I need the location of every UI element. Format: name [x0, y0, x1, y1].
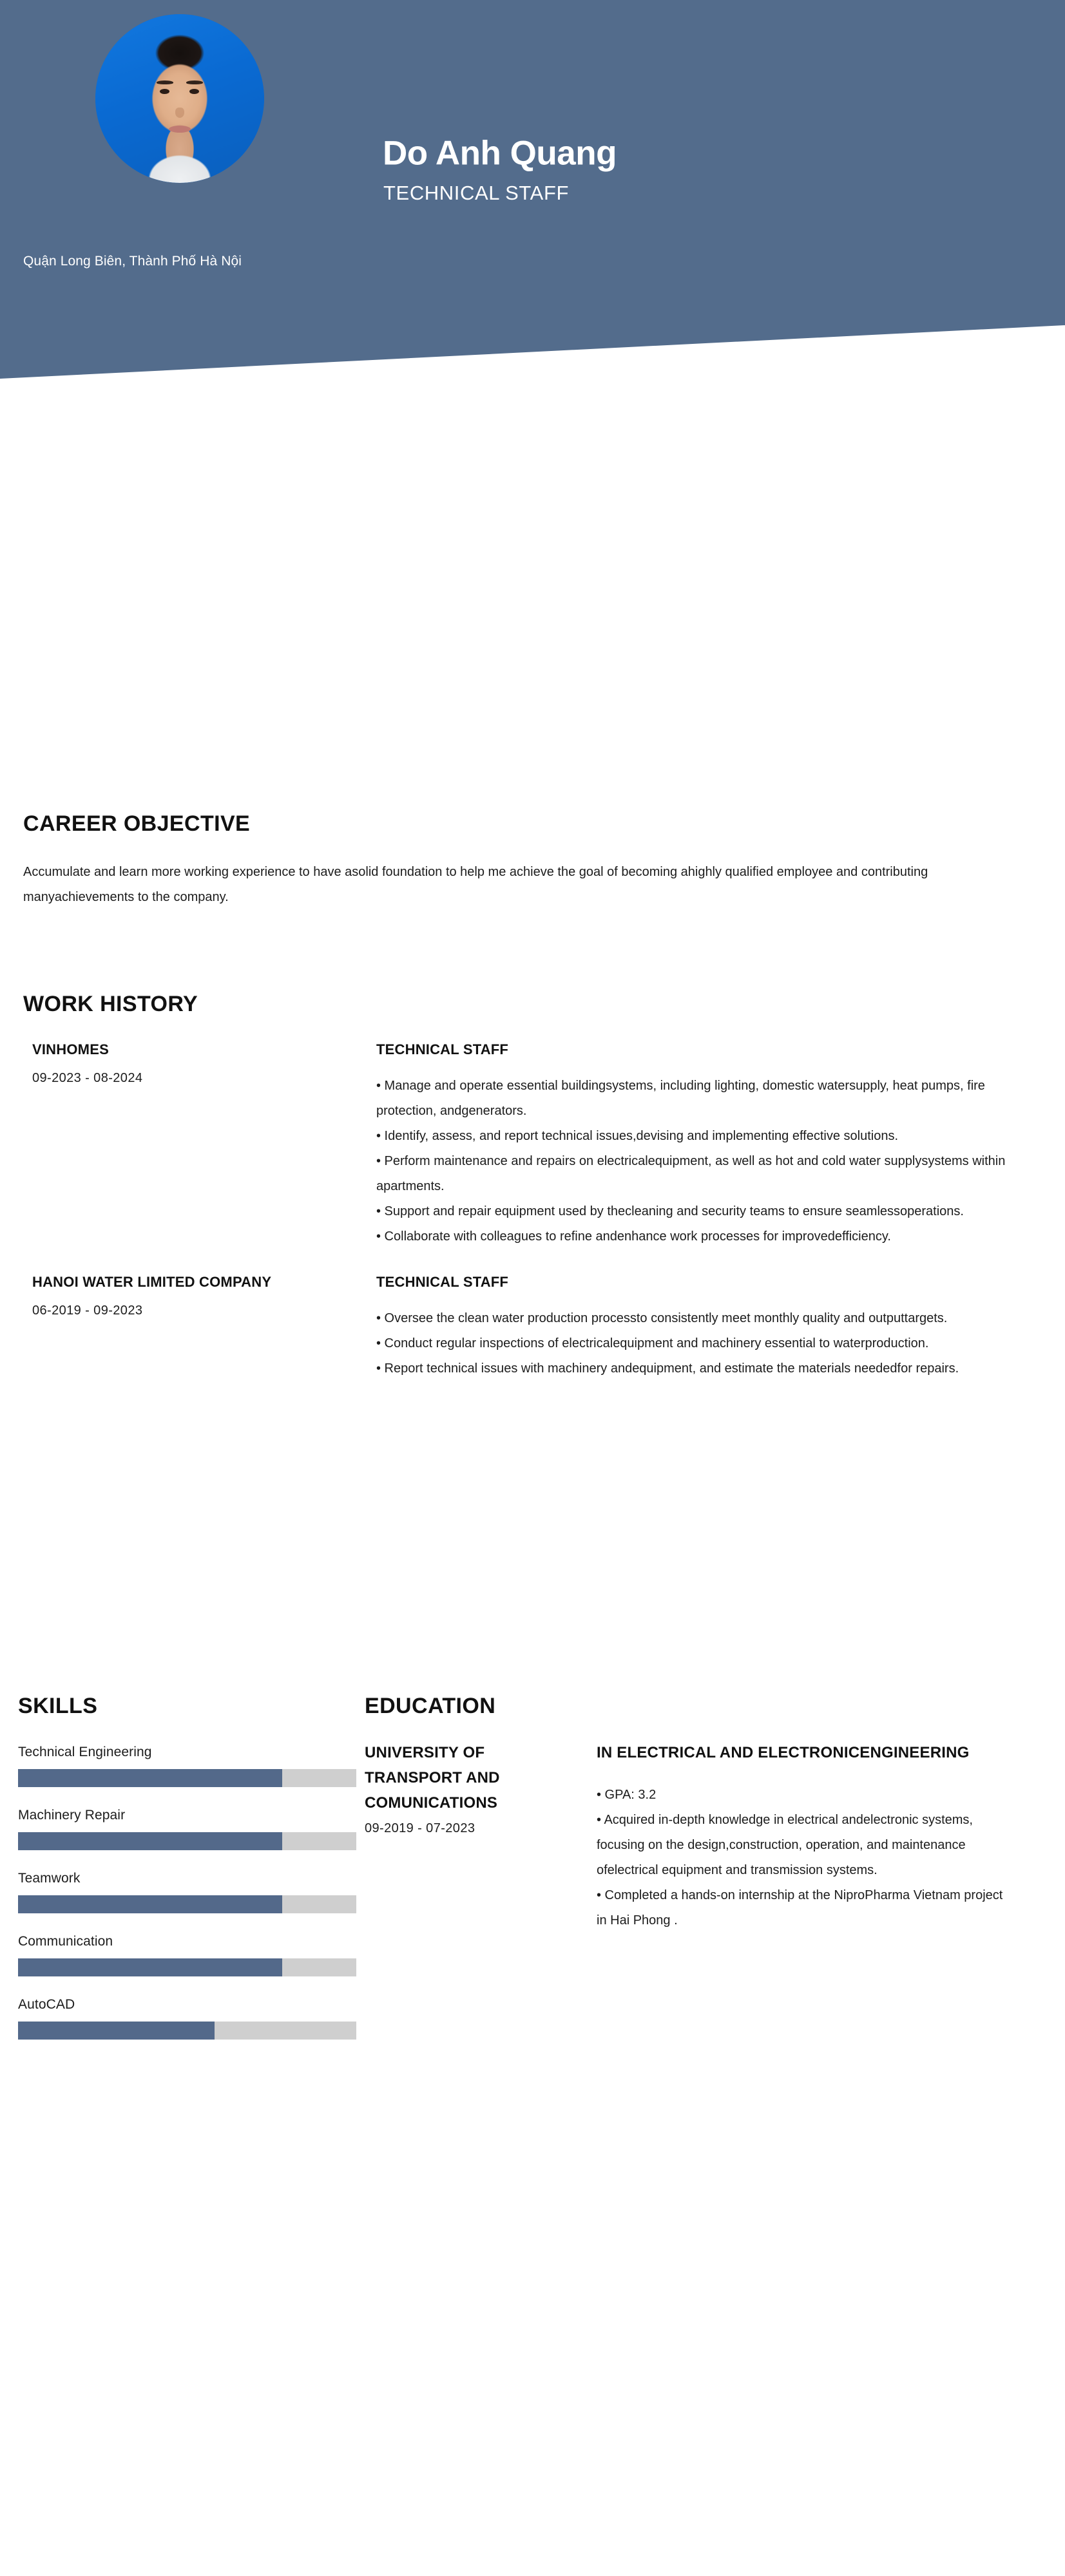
- work-entry-bullet: • Identify, assess, and report technical issues,devising and implementing effective solutions.: [376, 1129, 899, 1143]
- work-history-heading: WORK HISTORY: [23, 992, 198, 1016]
- skill-label: AutoCAD: [18, 1997, 75, 2012]
- education-bullet: • Acquired in-depth knowledge in electrical andelectronic systems, focusing on the design,construction, operation, and maintenance ofelectrical equipment and transmission systems.: [597, 1812, 973, 1877]
- skill-progress-track: [18, 1895, 356, 1913]
- candidate-job-title: TECHNICAL STAFF: [383, 182, 570, 204]
- work-entry-meta: [23, 1274, 371, 1318]
- skill-item: [18, 1745, 366, 1787]
- education-dates: 09-2019 - 07-2023: [365, 1821, 475, 1835]
- avatar-photo: [95, 14, 264, 183]
- skill-progress-track: [18, 1832, 356, 1850]
- avatar-nose: [175, 108, 184, 118]
- skill-item: [18, 1808, 366, 1850]
- education-bullet: • GPA: 3.2: [597, 1787, 657, 1802]
- work-entry-bullet: • Oversee the clean water production processto consistently meet monthly quality and outputtargets.: [376, 1311, 948, 1325]
- skill-progress-track: [18, 1769, 356, 1787]
- career-objective-heading: CAREER OBJECTIVE: [23, 811, 251, 836]
- work-entry-dates: 09-2023 - 08-2024: [32, 1071, 143, 1085]
- education-degree: IN ELECTRICAL AND ELECTRONICENGINEERING: [597, 1744, 970, 1761]
- career-objective-text: Accumulate and learn more working experience to have asolid foundation to help me achieve the goal of becoming ahighly qualified employee and contributing manyachievements to the company.: [23, 865, 928, 904]
- skill-label: Communication: [18, 1934, 113, 1949]
- work-entry-bullet: • Perform maintenance and repairs on electricalequipment, as well as hot and cold water supplysystems within apartments.: [376, 1154, 1006, 1193]
- work-entry-bullet: • Conduct regular inspections of electricalequipment and machinery essential to waterproduction.: [376, 1336, 929, 1350]
- section-education: [365, 1694, 1048, 1933]
- work-history-entry: [23, 1274, 1041, 1381]
- skills-list: [18, 1745, 366, 2040]
- skill-progress-fill: [18, 1895, 282, 1913]
- education-entry-detail: [597, 1741, 1048, 1933]
- avatar-mouth: [169, 126, 191, 133]
- avatar: [95, 14, 264, 183]
- work-history-entry: [23, 1041, 1041, 1249]
- work-entry-bullet: • Manage and operate essential buildingsystems, including lighting, domestic watersupply, heat pumps, fire protection, andgenerators.: [376, 1079, 985, 1118]
- skill-progress-track: [18, 1958, 356, 1976]
- skill-item: [18, 1934, 366, 1976]
- work-entry-bullet: • Report technical issues with machinery andequipment, and estimate the materials neededfor repairs.: [376, 1361, 959, 1376]
- avatar-eyebrow-right: [186, 80, 203, 84]
- section-skills: [18, 1694, 366, 2060]
- work-entry-meta: [23, 1041, 371, 1086]
- avatar-eyebrow-left: [157, 80, 173, 84]
- skill-progress-fill: [18, 1958, 282, 1976]
- education-bullet: • Completed a hands-on internship at the NiproPharma Vietnam project in Hai Phong .: [597, 1888, 1003, 1927]
- section-work-history: [23, 992, 1041, 1381]
- work-entry-bullets: [376, 1074, 1040, 1249]
- section-career-objective: [23, 811, 1041, 910]
- avatar-eye-left: [160, 89, 169, 94]
- skill-item: [18, 1871, 366, 1913]
- work-entry-bullet: • Support and repair equipment used by thecleaning and security teams to ensure seamlessoperations.: [376, 1204, 964, 1218]
- work-entry-dates: 06-2019 - 09-2023: [32, 1303, 143, 1318]
- work-entry-company: HANOI WATER LIMITED COMPANY: [32, 1274, 272, 1290]
- candidate-address: Quận Long Biên, Thành Phố Hà Nội: [23, 254, 242, 269]
- work-entry-role: TECHNICAL STAFF: [376, 1274, 509, 1290]
- skill-progress-fill: [18, 1769, 282, 1787]
- education-bullets: [597, 1783, 1009, 1933]
- education-heading: EDUCATION: [365, 1694, 496, 1718]
- avatar-eye-right: [189, 89, 199, 94]
- skills-heading: SKILLS: [18, 1694, 98, 1718]
- work-entry-role: TECHNICAL STAFF: [376, 1041, 509, 1057]
- skill-progress-fill: [18, 1832, 282, 1850]
- work-entry-bullet: • Collaborate with colleagues to refine andenhance work processes for improvedefficiency.: [376, 1229, 891, 1244]
- education-entry: [365, 1741, 1048, 1933]
- skill-label: Machinery Repair: [18, 1808, 126, 1823]
- skill-progress-track: [18, 2022, 356, 2040]
- resume-header: [0, 0, 1065, 386]
- education-school: UNIVERSITY OF TRANSPORT AND COMUNICATIONS: [365, 1744, 500, 1812]
- skill-item: [18, 1997, 366, 2040]
- work-entry-bullets: [376, 1306, 1040, 1381]
- skill-label: Technical Engineering: [18, 1745, 152, 1759]
- skill-progress-fill: [18, 2022, 215, 2040]
- work-entry-company: VINHOMES: [32, 1041, 109, 1057]
- candidate-name: Do Anh Quang: [383, 134, 617, 173]
- skill-label: Teamwork: [18, 1871, 81, 1886]
- work-entry-detail: [371, 1041, 1041, 1249]
- education-entry-meta: [365, 1741, 597, 1836]
- work-entry-detail: [371, 1274, 1041, 1381]
